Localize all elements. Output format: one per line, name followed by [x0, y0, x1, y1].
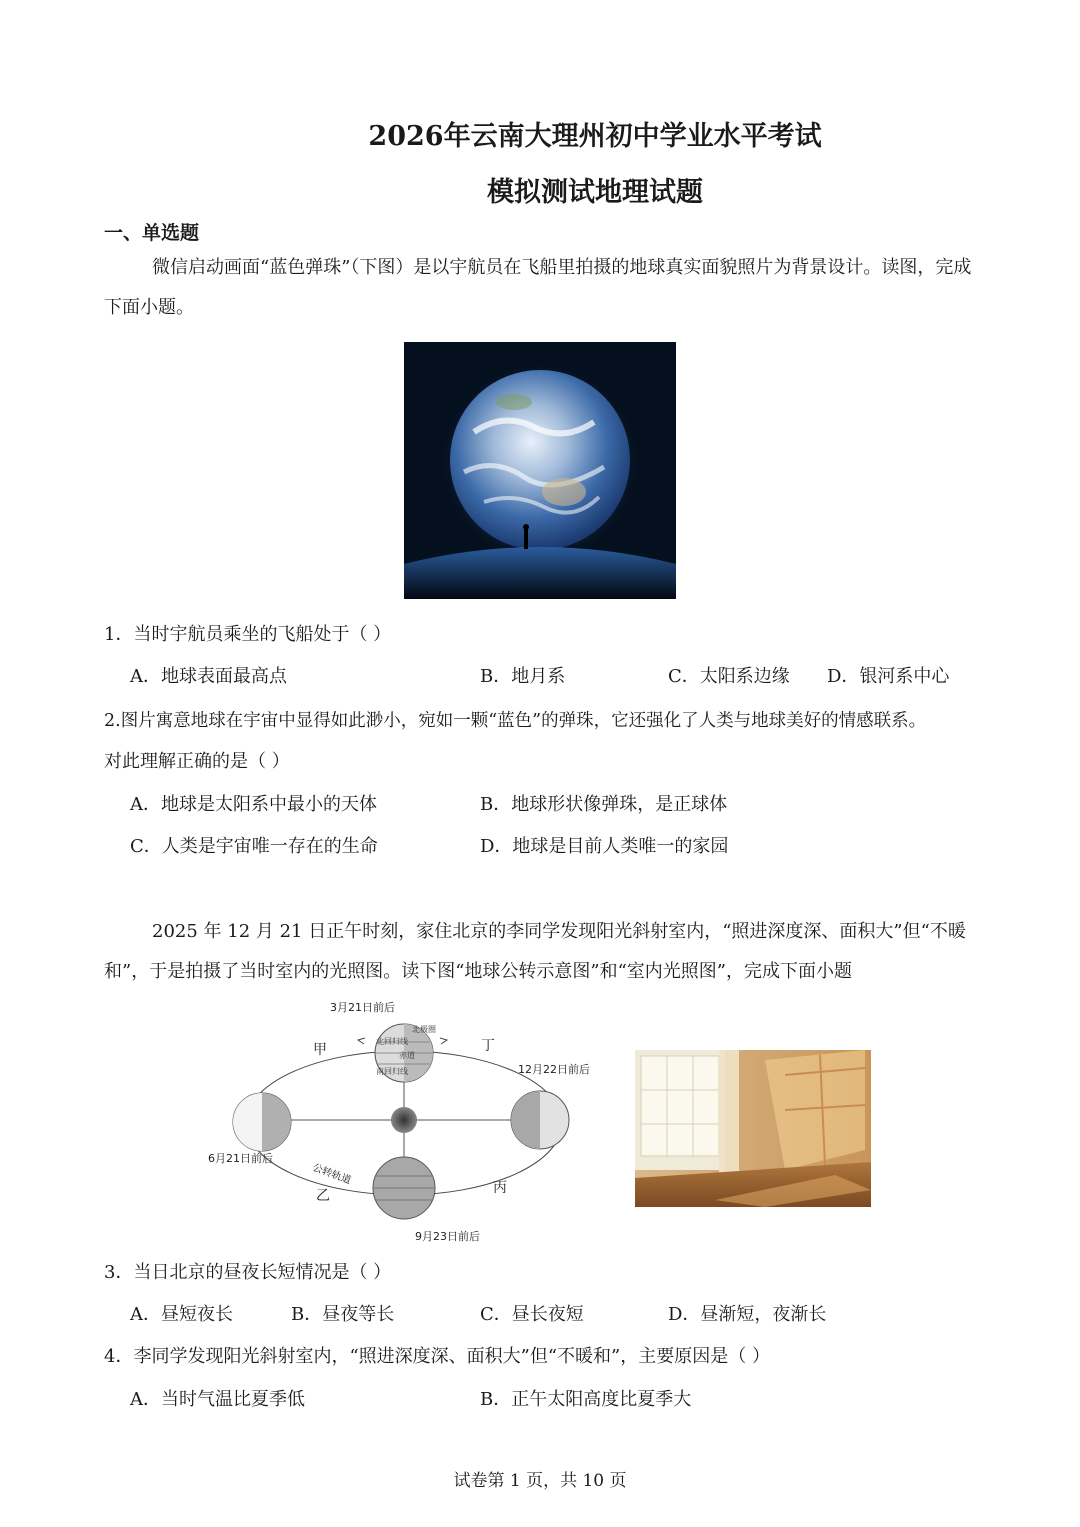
- page-footer: 试卷第 1 页，共 10 页: [453, 1471, 627, 1491]
- globe-right: [511, 1091, 569, 1149]
- label-jia: 甲: [313, 1042, 327, 1058]
- q4-option-a[interactable]: A．当时气温比夏季低: [130, 1389, 305, 1410]
- indoor-sunlight-image: [635, 1050, 871, 1207]
- globe-left: [233, 1093, 291, 1151]
- q3-option-c[interactable]: C．昼长夜短: [480, 1304, 584, 1325]
- earth-revolution-diagram: [200, 998, 620, 1248]
- section-heading: 一、单选题: [104, 222, 200, 244]
- q1-option-c[interactable]: C．太阳系边缘: [668, 666, 790, 687]
- globe-label-arctic-circle: 北极圈: [412, 1025, 436, 1034]
- blue-marble-image: [404, 342, 676, 599]
- q2-option-a[interactable]: A．地球是太阳系中最小的天体: [130, 794, 377, 815]
- label-ding: 丁: [481, 1038, 495, 1054]
- q1-option-b[interactable]: B．地月系: [480, 666, 566, 687]
- q2-option-b[interactable]: B．地球形状像弹珠，是正球体: [480, 794, 728, 815]
- exam-title-line2: 模拟测试地理试题: [487, 177, 703, 208]
- question-1-stem: 1．当时宇航员乘坐的飞船处于（ ）: [104, 624, 392, 645]
- date-top-label: 3月21日前后: [330, 1001, 395, 1014]
- globe-label-equator: 赤道: [399, 1051, 415, 1060]
- globe-bottom: [373, 1157, 435, 1219]
- orbit-label: 公转轨道: [310, 1162, 353, 1187]
- globe-label-tropic-cancer: 北回归线: [376, 1037, 408, 1046]
- q2-option-d[interactable]: D．地球是目前人类唯一的家园: [480, 836, 729, 857]
- intro-paragraph-1: 微信启动画面“蓝色弹珠”（下图）是以宇航员在飞船里拍摄的地球真实面貌照片为背景设计。读图，完成下面小题。: [104, 257, 972, 318]
- label-yi: 乙: [316, 1188, 330, 1204]
- q1-option-a[interactable]: A．地球表面最高点: [130, 666, 287, 687]
- label-bing: 丙: [493, 1180, 507, 1196]
- question-3-stem: 3．当日北京的昼夜长短情况是（ ）: [104, 1262, 392, 1283]
- date-left-label: 6月21日前后: [208, 1152, 273, 1165]
- question-4-stem: 4．李同学发现阳光斜射室内，“照进深度深、面积大”但“不暖和”，主要原因是（ ）: [104, 1346, 770, 1367]
- q4-option-b[interactable]: B．正午太阳高度比夏季大: [480, 1389, 692, 1410]
- date-right-label: 12月22日前后: [518, 1063, 590, 1076]
- q2-option-c[interactable]: C．人类是宇宙唯一存在的生命: [130, 836, 378, 857]
- q3-option-d[interactable]: D．昼渐短，夜渐长: [668, 1304, 827, 1325]
- intro-paragraph-2: 2025 年 12 月 21 日正午时刻，家住北京的李同学发现阳光斜射室内，“照进深度深、面积大”但“不暖和”，于是拍摄了当时室内的光照图。读下图“地球公转示意图”和“室内光照图”，完成下面小题: [104, 921, 966, 982]
- q1-option-d[interactable]: D．银河系中心: [827, 666, 950, 687]
- sun-icon: [391, 1107, 417, 1133]
- question-2-stem-line1: 2.图片寓意地球在宇宙中显得如此渺小，宛如一颗“蓝色”的弹珠，它还强化了人类与地球美好的情感联系。: [104, 711, 927, 731]
- q3-option-a[interactable]: A．昼短夜长: [130, 1304, 233, 1325]
- exam-title-line1: 2026年云南大理州初中学业水平考试: [368, 121, 822, 152]
- question-2-stem-line2: 对此理解正确的是（ ）: [104, 751, 290, 772]
- date-bottom-label: 9月23日前后: [415, 1230, 480, 1243]
- globe-label-tropic-capricorn: 南回归线: [376, 1067, 408, 1076]
- q3-option-b[interactable]: B．昼夜等长: [291, 1304, 395, 1325]
